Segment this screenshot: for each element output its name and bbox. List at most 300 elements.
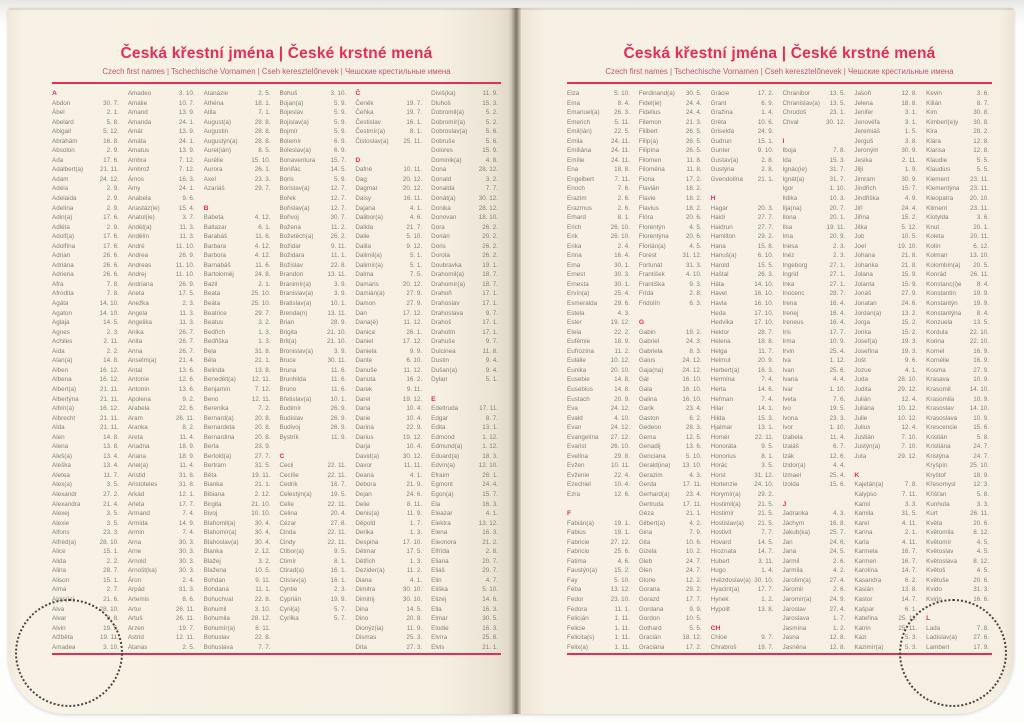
section-letter: C [279, 452, 285, 460]
given-name: Absolon [52, 147, 75, 155]
name-day-date: 28. 2. [973, 128, 989, 136]
given-name: Delie [355, 500, 370, 508]
given-name: Abelard [52, 118, 74, 126]
name-day-date: 27. 8. [330, 519, 347, 527]
name-day-row [567, 309, 633, 319]
name-day-row [926, 480, 992, 490]
given-name: Justián [854, 433, 875, 441]
name-day-date: 13. 11. [327, 309, 347, 317]
given-name: Ilsa [782, 223, 793, 231]
given-name: Enoch [567, 185, 585, 193]
name-day-row [926, 204, 992, 214]
name-day-date: 27. 1. [829, 271, 846, 279]
name-day-date: 31. 8. [178, 481, 195, 489]
name-day-date: 29. 8. [614, 452, 630, 460]
name-day-date: 24. 6. [901, 300, 918, 308]
given-name: Dobromír(a) [431, 118, 466, 126]
name-day-row [567, 375, 633, 385]
given-name: Dalila [355, 242, 372, 250]
given-name: Beatus [203, 319, 224, 327]
name-day-row [567, 480, 633, 490]
given-name: Kunhuta [926, 500, 950, 508]
given-name: Dobruše [431, 137, 455, 145]
given-name: Hugo [710, 567, 726, 575]
given-name: Barbara [203, 242, 227, 250]
given-name: Adin(a) [52, 214, 73, 222]
name-day-date: 4. 11. [901, 538, 918, 546]
given-name: Emiliána [567, 147, 592, 155]
name-day-date: 17. 7. [178, 500, 195, 508]
given-name: Ariana [127, 452, 147, 460]
given-name: Ambrož [127, 166, 150, 174]
name-day-row [711, 500, 777, 510]
name-day-date: 5. 10. [614, 90, 630, 97]
given-name: Anabela [127, 195, 151, 203]
name-day-date: 4. 8. [485, 156, 498, 164]
name-day-date: 21. 2. [482, 538, 498, 546]
name-day-row [355, 404, 425, 414]
given-name: Bohumír(a) [203, 624, 236, 632]
given-name: Barabáš [203, 233, 228, 241]
given-name: Flavius [638, 204, 659, 212]
given-name: Eufrozína [567, 347, 594, 355]
name-day-date: 5. 2. [485, 109, 498, 117]
name-day-row [926, 337, 992, 347]
given-name: Arna [127, 538, 142, 546]
given-name: Gabriel [638, 338, 660, 346]
name-day-row [128, 643, 198, 653]
blank-row [782, 490, 848, 500]
section-letter: G [638, 319, 645, 327]
name-day-row [926, 118, 992, 128]
given-name: Johana [854, 252, 875, 260]
given-name: Inocenc [782, 290, 805, 298]
given-name: Hubert [710, 557, 730, 565]
name-day-date: 10. 5. [685, 615, 702, 623]
given-name: Chranislav(a) [782, 99, 820, 107]
name-day-row [355, 490, 425, 500]
given-name: Jasna [782, 634, 800, 642]
name-day-row [52, 251, 122, 261]
name-day-date: 20. 8. [254, 424, 271, 432]
name-day-row [782, 566, 848, 576]
name-day-row [128, 538, 198, 548]
section-letter: K [854, 471, 860, 479]
blank-row [711, 614, 777, 624]
name-day-date: 3. 2. [258, 557, 271, 565]
given-name: Celie [279, 500, 294, 508]
name-day-date: 3. 1. [904, 109, 918, 117]
name-day-date: 11. 6. [331, 366, 347, 374]
name-day-row [711, 89, 777, 99]
given-name: Kamil [854, 500, 871, 508]
name-day-row [639, 633, 705, 643]
name-day-date: 24. 12. [682, 357, 702, 365]
name-day-row [128, 461, 198, 471]
name-day-row [782, 576, 848, 586]
name-day-row [854, 309, 920, 319]
name-day-row [279, 251, 349, 261]
name-day-date: 17. 5. [406, 548, 423, 556]
name-day-row [711, 337, 777, 347]
name-day-row [431, 318, 501, 328]
given-name: Květomír [926, 538, 952, 546]
name-day-date: 24. 6. [406, 490, 423, 498]
name-day-date: 2. 12. [254, 490, 271, 498]
name-day-row [639, 624, 705, 634]
name-day-date: 20. 9. [829, 233, 846, 241]
name-day-date: 24. 7. [685, 567, 702, 575]
given-name: Jolana [854, 271, 873, 279]
name-day-row [52, 395, 122, 405]
name-day-date: 24. 12. [682, 366, 702, 374]
name-day-row [52, 184, 122, 194]
given-name: Fedora [567, 605, 587, 613]
name-day-date: 11. 2. [614, 347, 630, 355]
given-name: Elfrída [431, 548, 450, 556]
name-day-row [52, 156, 122, 166]
given-name: Anselm(a) [127, 357, 157, 365]
name-day-date: 6. 9. [761, 99, 774, 107]
name-day-row [355, 318, 425, 328]
name-day-row [854, 223, 920, 233]
given-name: Dalibor(a) [355, 214, 383, 222]
name-day-row [431, 337, 501, 347]
name-day-date: 15. 6. [829, 481, 846, 489]
name-day-row [639, 461, 705, 471]
given-name: Křišťan [926, 490, 947, 498]
name-day-date: 11. 11. [403, 462, 423, 470]
given-name: Kornélie [926, 357, 950, 365]
name-day-row [854, 528, 920, 538]
name-day-date: 1. 11. [614, 643, 630, 651]
given-name: Inéz [782, 252, 795, 260]
name-day-row [204, 585, 274, 595]
given-name: Donald [431, 175, 452, 183]
given-name: Ctimír [279, 557, 297, 565]
given-name: Beno [203, 395, 219, 403]
name-day-row [782, 471, 848, 481]
given-name: Engelbert [567, 175, 594, 183]
name-day-date: 10. 4. [614, 481, 630, 489]
name-column [431, 89, 501, 652]
name-day-date: 9. 4. [485, 366, 498, 374]
given-name: Joel [854, 242, 866, 250]
name-day-row [782, 347, 848, 357]
name-day-date: 20. 7. [829, 204, 846, 212]
blank-row [854, 461, 920, 471]
name-day-row [279, 528, 349, 538]
name-day-row [355, 366, 425, 376]
given-name: Knut [926, 223, 940, 231]
name-day-row [854, 175, 920, 185]
given-name: Artur [127, 605, 142, 613]
given-name: Dětřich [355, 557, 376, 565]
name-day-date: 3. 10. [103, 643, 119, 651]
given-name: Květomila [926, 529, 954, 537]
name-day-row [567, 461, 633, 471]
name-day-row [782, 509, 848, 519]
name-day-date: 2. 2. [106, 557, 119, 565]
name-day-row [279, 213, 349, 223]
section-letter: B [203, 204, 209, 212]
name-day-date: 11. 7. [758, 347, 774, 355]
name-day-date: 11. 10. [175, 242, 195, 250]
name-day-row [854, 375, 920, 385]
name-day-date: 20. 10. [610, 366, 630, 374]
given-name: Haštal [710, 271, 729, 279]
name-day-row [782, 213, 848, 223]
given-name: Eliana [431, 557, 449, 565]
given-name: Alan(a) [52, 357, 73, 365]
name-day-date: 21. 9. [406, 481, 423, 489]
name-day-date: 21. 11. [100, 385, 119, 393]
name-day-date: 1. 4. [761, 567, 774, 575]
name-day-date: 4. 4. [833, 462, 846, 470]
name-day-date: 27. 12. [610, 538, 630, 546]
name-day-row [52, 118, 122, 128]
name-day-date: 24. 4. [482, 481, 498, 489]
name-day-date: 27. 9. [973, 366, 989, 374]
name-day-date: 10. 9. [973, 376, 989, 384]
name-day-row [711, 433, 777, 443]
given-name: Aurélie [203, 156, 224, 164]
name-day-date: 24. 7. [685, 557, 702, 565]
name-day-date: 17. 11. [682, 481, 702, 489]
name-day-date: 24. 4. [901, 204, 918, 212]
given-name: Chval [782, 118, 799, 126]
given-name: Jimram [854, 175, 875, 183]
name-day-row [639, 137, 705, 147]
name-day-date: 21. 10. [327, 338, 347, 346]
name-day-date: 17. 6. [103, 233, 119, 241]
name-day-date: 25. 10. [969, 462, 989, 470]
name-day-date: 30. 10. [754, 576, 774, 584]
name-day-date: 16. 1. [330, 567, 347, 575]
given-name: Gracián [638, 634, 661, 642]
name-day-date: 26. 5. [685, 147, 702, 155]
name-day-row [854, 490, 920, 500]
name-day-row [567, 270, 633, 280]
given-name: Angelika [127, 319, 152, 327]
name-day-row [355, 270, 425, 280]
name-day-date: 24. 1. [178, 185, 195, 193]
name-day-row [854, 89, 920, 99]
name-day-row [355, 261, 425, 271]
given-name: Evarist [567, 443, 587, 451]
given-name: Dagmar [355, 185, 378, 193]
given-name: Kurt [926, 510, 938, 518]
name-day-date: 3. 5. [761, 462, 774, 470]
name-day-date: 1. 11. [614, 624, 630, 632]
name-day-row [711, 127, 777, 137]
name-day-row [431, 452, 501, 462]
name-day-date: 16. 12. [99, 405, 119, 413]
name-day-date: 27. 7. [254, 452, 271, 460]
name-day-date: 3. 5. [106, 510, 119, 518]
given-name: Kvirin [926, 595, 942, 603]
name-day-row [52, 261, 122, 271]
name-day-date: 25. 6. [829, 366, 846, 374]
given-name: Egon(a) [431, 490, 454, 498]
name-day-row [279, 356, 349, 366]
name-day-row [279, 184, 349, 194]
given-name: Gina [638, 529, 653, 537]
given-name: Eusebie [567, 376, 590, 384]
name-day-row [128, 127, 198, 137]
name-day-date: 26. 11. [970, 271, 989, 279]
name-day-date: 17. 10. [754, 309, 774, 317]
name-day-row [128, 395, 198, 405]
name-day-row [431, 328, 501, 338]
name-day-row [567, 251, 633, 261]
name-day-row [355, 127, 425, 137]
given-name: Barbora [203, 252, 227, 260]
given-name: Bibiana [203, 490, 225, 498]
given-name: Fabián(a) [567, 519, 594, 527]
given-name: Konstantýn [926, 300, 958, 308]
name-day-row [926, 184, 992, 194]
given-name: Jasněna [782, 643, 807, 651]
name-day-date: 16. 4. [829, 309, 846, 317]
given-name: Kasián [854, 586, 874, 594]
name-day-date: 17. 6. [103, 156, 119, 164]
name-day-date: 26. 2. [330, 233, 347, 241]
name-day-row [128, 614, 198, 624]
name-day-row [431, 242, 501, 252]
name-day-date: 13. 6. [178, 385, 195, 393]
given-name: Barnabáš [203, 261, 231, 269]
name-day-row [128, 576, 198, 586]
given-name: Fatima [567, 557, 587, 565]
blank-row [355, 146, 425, 156]
name-day-row [431, 184, 501, 194]
given-name: Bořislav(a) [279, 204, 310, 212]
name-day-row [128, 223, 198, 233]
name-day-date: 3. 8. [904, 137, 918, 145]
name-day-row [782, 480, 848, 490]
given-name: Anastáz(ie) [127, 204, 160, 212]
given-name: Jiřina [854, 214, 870, 222]
name-day-date: 28. 7. [757, 328, 774, 336]
name-day-date: 13. 9. [178, 128, 195, 136]
given-name: Dismas [355, 634, 377, 642]
name-day-date: 1. 10. [829, 424, 846, 432]
name-day-row [279, 99, 349, 109]
name-day-row [128, 137, 198, 147]
name-day-date: 11. 12. [403, 319, 423, 327]
given-name: Ivona [782, 414, 798, 422]
name-day-date: 5. 11. [614, 118, 630, 126]
name-day-date: 28. 1. [482, 471, 498, 479]
name-day-row [355, 519, 425, 529]
name-day-date: 16. 4. [614, 252, 630, 260]
given-name: Fabricio [567, 548, 590, 556]
name-day-row [52, 500, 122, 510]
given-name: Alen [52, 433, 65, 441]
name-day-date: 1. 5. [904, 128, 918, 136]
given-name: Anatol(ie) [127, 214, 155, 222]
name-day-date: 1. 4. [761, 109, 774, 117]
name-day-date: 29. 2. [757, 490, 774, 498]
given-name: Ester [567, 319, 582, 327]
name-day-row [355, 633, 425, 643]
name-day-date: 1. 2. [761, 595, 774, 603]
given-name: Hypolit [710, 605, 730, 613]
given-name: Angela [127, 309, 148, 317]
given-name: Kolín [926, 242, 941, 250]
name-day-row [782, 633, 848, 643]
given-name: Dětmar [355, 548, 376, 556]
given-name: Amát [127, 128, 143, 136]
name-day-date: 2. 12. [254, 548, 271, 556]
given-name: Bojan(a) [279, 99, 304, 107]
name-day-row [711, 595, 777, 605]
given-name: Izaiáš [782, 443, 799, 451]
name-day-date: 4. 10. [685, 271, 702, 279]
name-day-date: 7. 9. [689, 529, 702, 537]
name-day-date: 25. 4. [614, 290, 630, 298]
name-day-date: 3. 2. [258, 319, 271, 327]
name-day-row [854, 595, 920, 605]
given-name: Jelena [854, 99, 873, 107]
name-day-row [926, 519, 992, 529]
name-day-row [711, 299, 777, 309]
given-name: Irenej [782, 309, 799, 317]
name-day-date: 12. 6. [829, 452, 846, 460]
name-day-date: 19. 2. [685, 328, 702, 336]
name-day-row [431, 557, 501, 567]
name-day-date: 15. 1. [757, 137, 774, 145]
name-day-row [128, 318, 198, 328]
name-day-row [279, 538, 349, 548]
name-day-row [279, 433, 349, 443]
name-day-row [355, 557, 425, 567]
given-name: Dalie [355, 233, 370, 241]
name-day-row [926, 385, 992, 395]
given-name: Květoslav [926, 548, 954, 556]
name-day-date: 23. 1. [829, 109, 846, 117]
name-day-date: 1. 11. [614, 634, 630, 642]
name-day-row [639, 89, 705, 99]
name-day-date: 4. 2. [689, 519, 702, 527]
given-name: Atanázie [203, 90, 229, 97]
name-day-date: 8. 12. [973, 529, 989, 537]
given-name: Božena [279, 223, 301, 231]
name-day-row [128, 471, 198, 481]
name-day-row [567, 366, 633, 376]
name-day-row [782, 232, 848, 242]
given-name: Amadeo [127, 90, 152, 97]
name-day-row [782, 270, 848, 280]
given-name: Drahoš [431, 319, 452, 327]
name-day-row [128, 270, 198, 280]
given-name: Fabricie [567, 538, 590, 546]
name-day-row [782, 309, 848, 319]
name-day-row [639, 99, 705, 109]
name-day-date: 15. 10. [251, 156, 271, 164]
name-day-date: 30. 12. [826, 118, 846, 126]
given-name: Hektor [710, 328, 730, 336]
name-day-date: 24. 10. [754, 481, 774, 489]
name-day-date: 1. 3. [258, 338, 271, 346]
name-day-row [711, 509, 777, 519]
open-diary-book [8, 8, 1016, 714]
name-day-row [854, 242, 920, 252]
name-day-row [782, 404, 848, 414]
given-name: Konstantin [926, 290, 956, 298]
name-day-row [782, 547, 848, 557]
